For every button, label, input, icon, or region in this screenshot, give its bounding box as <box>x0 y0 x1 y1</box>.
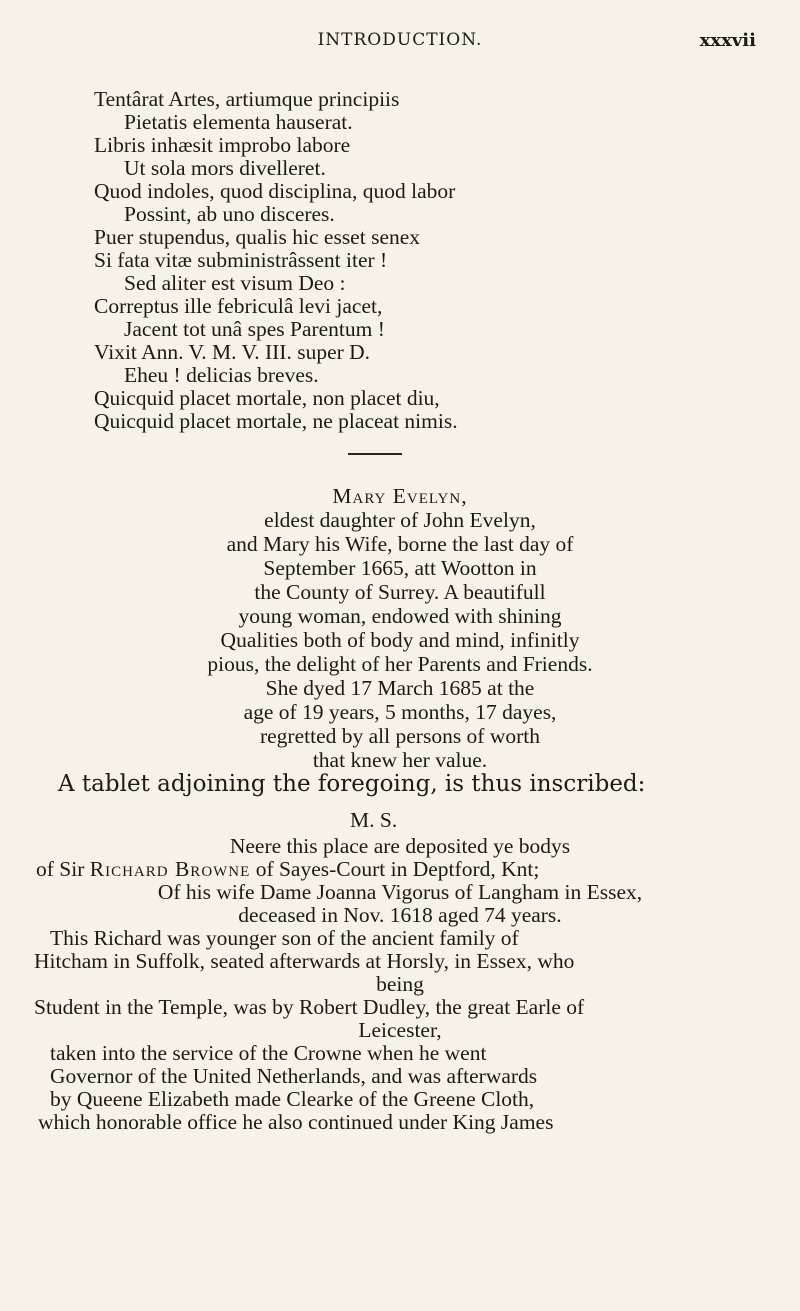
poem-line: Puer stupendus, qualis hic esset senex <box>94 225 421 249</box>
epitaph-title: Mary Evelyn, <box>332 484 468 508</box>
inscription-line: by Queene Elizabeth made Clearke of the Greene Cloth, <box>50 1087 535 1111</box>
poem-line: Libris inhæsit improbo labore <box>94 133 351 157</box>
inscription-line: of Sir Richard Browne of Sayes-Court in Deptford, Knt; <box>36 857 540 881</box>
tablet-heading: A tablet adjoining the foregoing, is thus inscribed: <box>58 771 646 797</box>
epitaph-line: the County of Surrey. A beautifull <box>254 580 546 604</box>
inscription-line: Leicester, <box>358 1018 442 1042</box>
inscription-line: taken into the service of the Crowne when he went <box>50 1041 487 1065</box>
epitaph-line: age of 19 years, 5 months, 17 dayes, <box>243 700 557 724</box>
epitaph-line: that knew her value. <box>312 748 488 772</box>
inscription-line: Neere this place are deposited ye bodys <box>229 834 571 858</box>
poem-line: Eheu ! delicias breves. <box>124 363 319 387</box>
poem-line: Ut sola mors divelleret. <box>124 156 326 180</box>
ms-heading: M. S. <box>350 808 398 832</box>
page-number: xxxvii <box>699 30 756 51</box>
poem-line: Tentârat Artes, artiumque principiis <box>94 87 400 111</box>
running-head <box>0 30 800 60</box>
poem-line: Quicquid placet mortale, non placet diu, <box>94 386 440 410</box>
epitaph-line: September 1665, att Wootton in <box>263 556 537 580</box>
epitaph-line: She dyed 17 March 1685 at the <box>265 676 535 700</box>
poem-line: Sed aliter est visum Deo : <box>124 271 346 295</box>
epitaph-line: Qualities both of body and mind, infinitly <box>220 628 580 652</box>
epitaph-line: regretted by all persons of worth <box>259 724 540 748</box>
epitaph-line: and Mary his Wife, borne the last day of <box>226 532 574 556</box>
poem-line: Si fata vitæ subministrâssent iter ! <box>94 248 388 272</box>
inscription-line: Student in the Temple, was by Robert Dudley, the great Earle of <box>34 995 585 1019</box>
inscription-line: Governor of the United Netherlands, and was afterwards <box>50 1064 538 1088</box>
inscription-line: deceased in Nov. 1618 aged 74 years. <box>238 903 562 927</box>
poem-line: Quod indoles, quod disciplina, quod labor <box>94 179 456 203</box>
epitaph-line: pious, the delight of her Parents and Friends. <box>207 652 593 676</box>
epitaph-line: eldest daughter of John Evelyn, <box>264 508 536 532</box>
section-divider <box>348 453 402 455</box>
poem-line: Correptus ille febriculâ levi jacet, <box>94 294 383 318</box>
inscription-line: being <box>376 972 424 996</box>
epitaph-line: young woman, endowed with shining <box>238 604 562 628</box>
inscription-line: which honorable office he also continued under King James <box>38 1110 554 1134</box>
poem-line: Quicquid placet mortale, ne placeat nimis. <box>94 409 458 433</box>
inscription-line: Of his wife Dame Joanna Vigorus of Langham in Essex, <box>157 880 643 904</box>
inscription-line: Hitcham in Suffolk, seated afterwards at Horsly, in Essex, who <box>34 949 575 973</box>
poem-line: Pietatis elementa hauserat. <box>124 110 353 134</box>
running-title: INTRODUCTION. <box>317 30 483 50</box>
inscription-line: This Richard was younger son of the ancient family of <box>50 926 519 950</box>
poem-line: Jacent tot unâ spes Parentum ! <box>124 317 385 341</box>
inscription-name: Richard Browne <box>89 857 251 881</box>
poem-line: Possint, ab uno disceres. <box>124 202 335 226</box>
poem-line: Vixit Ann. V. M. V. III. super D. <box>94 340 371 364</box>
